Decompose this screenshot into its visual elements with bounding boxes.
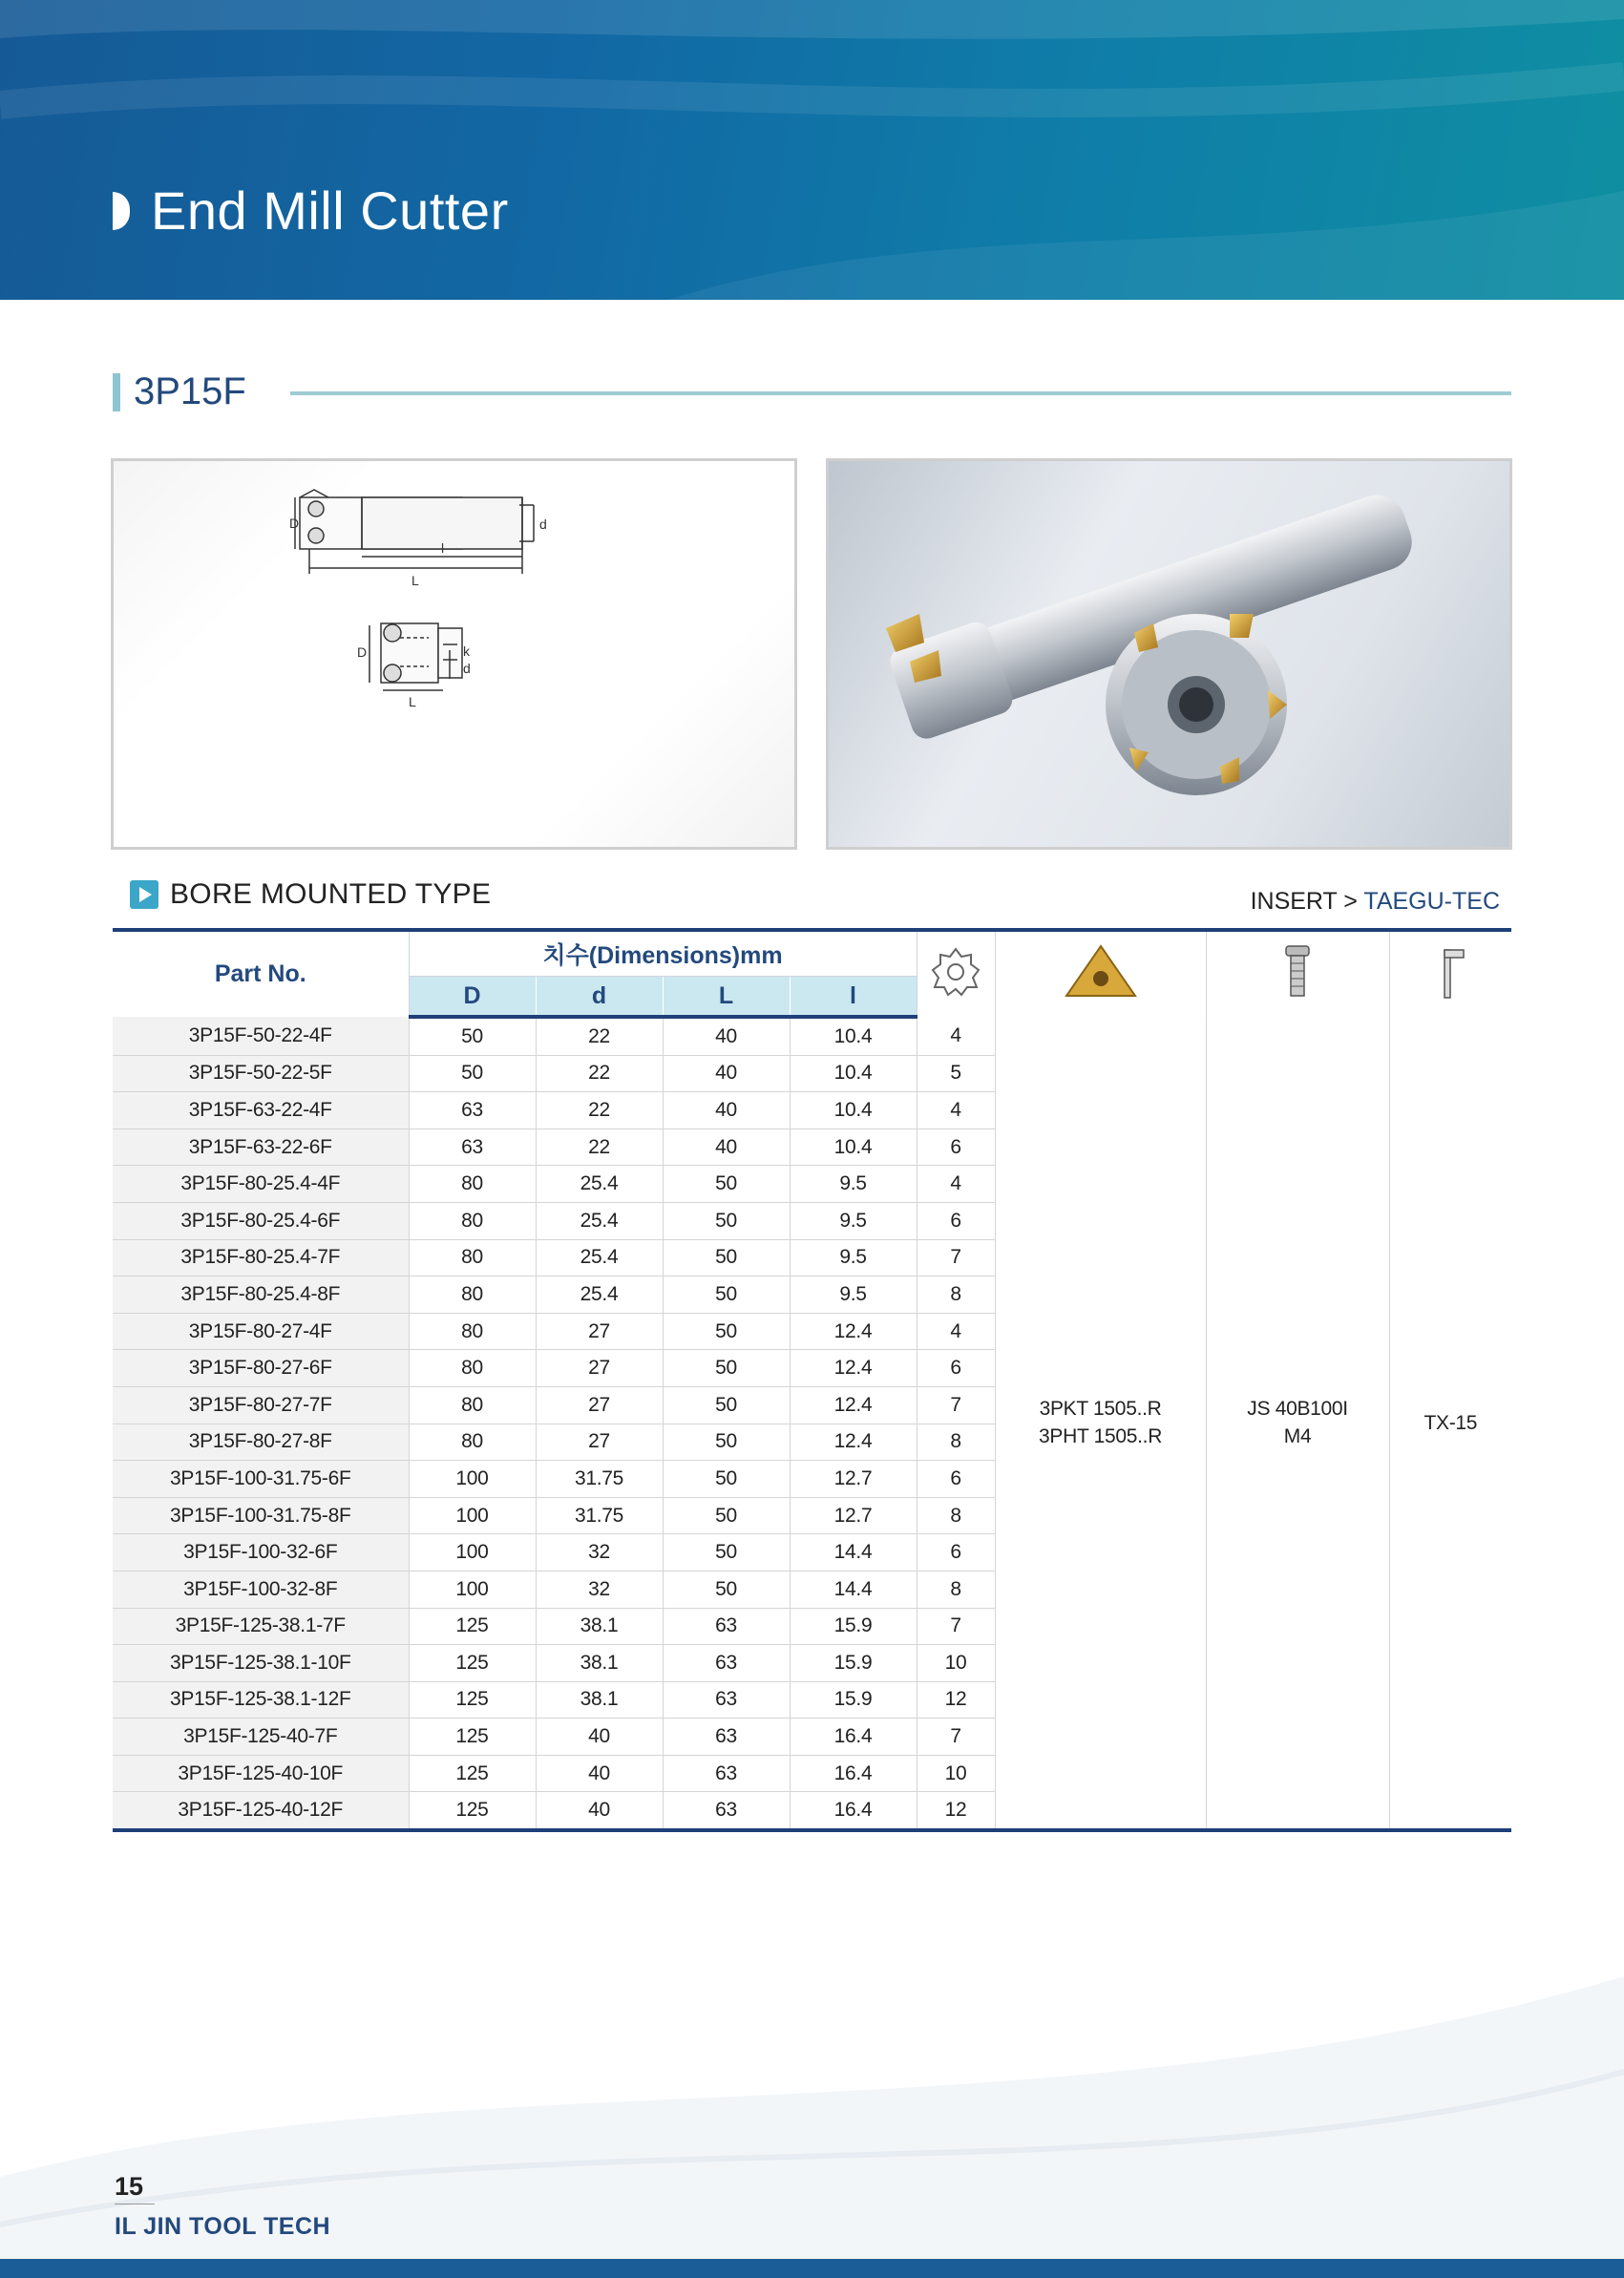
header-banner bbox=[0, 0, 1624, 300]
teeth-cell: 10 bbox=[917, 1755, 995, 1792]
dim-label-D: D bbox=[289, 516, 300, 531]
teeth-cell: 8 bbox=[917, 1571, 995, 1608]
part-number-cell: 3P15F-80-27-7F bbox=[113, 1386, 409, 1424]
header-dimensions: 치수(Dimensions)mm bbox=[409, 930, 917, 977]
L-cell: 50 bbox=[663, 1239, 790, 1276]
L-cell: 63 bbox=[663, 1608, 790, 1645]
part-number-cell: 3P15F-80-27-6F bbox=[113, 1350, 409, 1387]
D-cell: 125 bbox=[409, 1608, 536, 1645]
part-number-cell: 3P15F-100-31.75-6F bbox=[113, 1461, 409, 1498]
technical-drawing-panel bbox=[111, 458, 797, 850]
l-cell: 16.4 bbox=[790, 1755, 917, 1792]
type-row bbox=[113, 876, 1511, 920]
D-cell: 125 bbox=[409, 1792, 536, 1830]
part-number-cell: 3P15F-50-22-4F bbox=[113, 1017, 409, 1055]
page-number: 15 bbox=[115, 2172, 144, 2201]
teeth-cell: 5 bbox=[917, 1055, 995, 1092]
teeth-cell: 6 bbox=[917, 1350, 995, 1387]
d-cell: 40 bbox=[536, 1755, 663, 1792]
screw-cell bbox=[1206, 1017, 1389, 1830]
D-cell: 100 bbox=[409, 1497, 536, 1534]
screw-icon bbox=[1278, 942, 1317, 1002]
L-cell: 63 bbox=[663, 1681, 790, 1719]
l-cell: 9.5 bbox=[790, 1202, 917, 1239]
dim-label-k: k bbox=[463, 643, 470, 659]
part-number-cell: 3P15F-125-40-7F bbox=[113, 1719, 409, 1756]
d-cell: 38.1 bbox=[536, 1645, 663, 1682]
teeth-cell: 4 bbox=[917, 1313, 995, 1350]
d-cell: 22 bbox=[536, 1092, 663, 1129]
insert-brand-label bbox=[1251, 888, 1500, 916]
part-number-cell: 3P15F-125-38.1-12F bbox=[113, 1681, 409, 1719]
header-teeth bbox=[917, 930, 995, 1017]
l-cell: 12.4 bbox=[790, 1386, 917, 1424]
d-cell: 31.75 bbox=[536, 1461, 663, 1498]
L-cell: 50 bbox=[663, 1350, 790, 1387]
half-circle-icon bbox=[113, 192, 130, 230]
insert-brand: TAEGU-TEC bbox=[1363, 888, 1500, 915]
insert-line-1: 3PKT 1505..R bbox=[1039, 1398, 1162, 1421]
d-cell: 27 bbox=[536, 1350, 663, 1387]
l-cell: 10.4 bbox=[790, 1128, 917, 1166]
cutter-dimension-drawing bbox=[114, 461, 794, 847]
teeth-cell: 7 bbox=[917, 1239, 995, 1276]
l-cell: 16.4 bbox=[790, 1792, 917, 1830]
l-cell: 12.7 bbox=[790, 1461, 917, 1498]
cutter-teeth-icon bbox=[929, 945, 982, 999]
part-number-cell: 3P15F-80-25.4-4F bbox=[113, 1166, 409, 1203]
banner-wave-decoration bbox=[0, 0, 1624, 300]
section-heading bbox=[113, 370, 1511, 416]
L-cell: 50 bbox=[663, 1571, 790, 1608]
part-number-cell: 3P15F-80-27-4F bbox=[113, 1313, 409, 1350]
part-number-cell: 3P15F-100-32-6F bbox=[113, 1534, 409, 1571]
l-cell: 12.7 bbox=[790, 1497, 917, 1534]
dim-label-d: d bbox=[539, 517, 547, 532]
teeth-cell: 4 bbox=[917, 1017, 995, 1055]
insert-line-2: 3PHT 1505..R bbox=[1039, 1425, 1163, 1448]
l-cell: 9.5 bbox=[790, 1239, 917, 1276]
L-cell: 63 bbox=[663, 1719, 790, 1756]
L-cell: 50 bbox=[663, 1534, 790, 1571]
insert-cell bbox=[995, 1017, 1206, 1830]
l-cell: 9.5 bbox=[790, 1276, 917, 1314]
teeth-cell: 6 bbox=[917, 1128, 995, 1166]
part-number-cell: 3P15F-80-25.4-7F bbox=[113, 1239, 409, 1276]
part-number-cell: 3P15F-80-25.4-6F bbox=[113, 1202, 409, 1239]
l-cell: 10.4 bbox=[790, 1055, 917, 1092]
d-cell: 27 bbox=[536, 1313, 663, 1350]
D-cell: 80 bbox=[409, 1276, 536, 1314]
part-number-cell: 3P15F-80-25.4-8F bbox=[113, 1276, 409, 1314]
L-cell: 40 bbox=[663, 1017, 790, 1055]
d-cell: 25.4 bbox=[536, 1239, 663, 1276]
D-cell: 50 bbox=[409, 1017, 536, 1055]
teeth-cell: 7 bbox=[917, 1719, 995, 1756]
teeth-cell: 6 bbox=[917, 1202, 995, 1239]
header-d: d bbox=[536, 977, 663, 1018]
header-wrench bbox=[1389, 930, 1511, 1017]
D-cell: 80 bbox=[409, 1350, 536, 1387]
play-arrow-icon bbox=[130, 880, 158, 909]
dim-label-d-bore: d bbox=[463, 661, 471, 676]
l-cell: 15.9 bbox=[790, 1608, 917, 1645]
header-D: D bbox=[409, 977, 536, 1018]
d-cell: 22 bbox=[536, 1017, 663, 1055]
teeth-cell: 7 bbox=[917, 1386, 995, 1424]
product-photo-panel bbox=[826, 458, 1512, 850]
specification-table bbox=[113, 928, 1511, 1832]
part-number-cell: 3P15F-125-40-12F bbox=[113, 1792, 409, 1830]
D-cell: 80 bbox=[409, 1239, 536, 1276]
l-cell: 14.4 bbox=[790, 1571, 917, 1608]
l-cell: 10.4 bbox=[790, 1017, 917, 1055]
L-cell: 63 bbox=[663, 1755, 790, 1792]
D-cell: 80 bbox=[409, 1313, 536, 1350]
dim-label-L-bore: L bbox=[409, 694, 416, 709]
d-cell: 40 bbox=[536, 1719, 663, 1756]
teeth-cell: 8 bbox=[917, 1276, 995, 1314]
part-number-cell: 3P15F-80-27-8F bbox=[113, 1424, 409, 1461]
l-cell: 12.4 bbox=[790, 1350, 917, 1387]
l-cell: 14.4 bbox=[790, 1534, 917, 1571]
section-divider bbox=[290, 391, 1511, 395]
L-cell: 50 bbox=[663, 1461, 790, 1498]
d-cell: 25.4 bbox=[536, 1276, 663, 1314]
L-cell: 63 bbox=[663, 1792, 790, 1830]
page-title bbox=[113, 179, 509, 242]
d-cell: 40 bbox=[536, 1792, 663, 1830]
wrench-cell: TX-15 bbox=[1389, 1017, 1511, 1830]
l-cell: 9.5 bbox=[790, 1166, 917, 1203]
wrench-icon bbox=[1431, 942, 1469, 1002]
part-number-cell: 3P15F-100-32-8F bbox=[113, 1571, 409, 1608]
l-cell: 12.4 bbox=[790, 1424, 917, 1461]
part-number-cell: 3P15F-63-22-4F bbox=[113, 1092, 409, 1129]
L-cell: 40 bbox=[663, 1128, 790, 1166]
part-number-cell: 3P15F-125-38.1-7F bbox=[113, 1608, 409, 1645]
header-l: l bbox=[790, 977, 917, 1018]
part-number-cell: 3P15F-125-38.1-10F bbox=[113, 1645, 409, 1682]
bottom-band bbox=[0, 2259, 1624, 2278]
teeth-cell: 8 bbox=[917, 1497, 995, 1534]
header-part-no: Part No. bbox=[113, 930, 409, 1017]
background-swoosh bbox=[0, 1862, 1624, 2263]
D-cell: 100 bbox=[409, 1571, 536, 1608]
L-cell: 50 bbox=[663, 1202, 790, 1239]
l-cell: 15.9 bbox=[790, 1645, 917, 1682]
D-cell: 80 bbox=[409, 1386, 536, 1424]
teeth-cell: 10 bbox=[917, 1645, 995, 1682]
D-cell: 125 bbox=[409, 1681, 536, 1719]
d-cell: 31.75 bbox=[536, 1497, 663, 1534]
teeth-cell: 8 bbox=[917, 1424, 995, 1461]
part-number-cell: 3P15F-50-22-5F bbox=[113, 1055, 409, 1092]
L-cell: 40 bbox=[663, 1092, 790, 1129]
table-row bbox=[113, 1017, 1511, 1055]
d-cell: 27 bbox=[536, 1386, 663, 1424]
d-cell: 38.1 bbox=[536, 1608, 663, 1645]
L-cell: 40 bbox=[663, 1055, 790, 1092]
L-cell: 63 bbox=[663, 1645, 790, 1682]
D-cell: 50 bbox=[409, 1055, 536, 1092]
d-cell: 25.4 bbox=[536, 1202, 663, 1239]
teeth-cell: 12 bbox=[917, 1792, 995, 1830]
part-number-cell: 3P15F-63-22-6F bbox=[113, 1128, 409, 1166]
table-body bbox=[113, 1017, 1511, 1830]
L-cell: 50 bbox=[663, 1497, 790, 1534]
teeth-cell: 4 bbox=[917, 1166, 995, 1203]
dim-label-L: L bbox=[411, 573, 419, 588]
teeth-cell: 6 bbox=[917, 1534, 995, 1571]
l-cell: 15.9 bbox=[790, 1681, 917, 1719]
dim-label-l: l bbox=[441, 540, 445, 556]
part-number-cell: 3P15F-100-31.75-8F bbox=[113, 1497, 409, 1534]
insert-prefix: INSERT > bbox=[1250, 888, 1358, 915]
cutter-product-illustration bbox=[829, 461, 1509, 847]
screw-line-1: JS 40B100I bbox=[1247, 1398, 1348, 1421]
d-cell: 32 bbox=[536, 1534, 663, 1571]
l-cell: 16.4 bbox=[790, 1719, 917, 1756]
D-cell: 125 bbox=[409, 1719, 536, 1756]
teeth-cell: 7 bbox=[917, 1608, 995, 1645]
l-cell: 12.4 bbox=[790, 1313, 917, 1350]
teeth-cell: 12 bbox=[917, 1681, 995, 1719]
section-marker bbox=[113, 373, 120, 411]
D-cell: 63 bbox=[409, 1128, 536, 1166]
dim-label-D-bore: D bbox=[357, 644, 368, 660]
d-cell: 25.4 bbox=[536, 1166, 663, 1203]
screw-line-2: M4 bbox=[1283, 1425, 1312, 1448]
d-cell: 27 bbox=[536, 1424, 663, 1461]
L-cell: 50 bbox=[663, 1313, 790, 1350]
d-cell: 22 bbox=[536, 1055, 663, 1092]
part-number-cell: 3P15F-125-40-10F bbox=[113, 1755, 409, 1792]
D-cell: 125 bbox=[409, 1645, 536, 1682]
D-cell: 80 bbox=[409, 1424, 536, 1461]
insert-icon bbox=[1063, 942, 1139, 1002]
L-cell: 50 bbox=[663, 1424, 790, 1461]
section-title: 3P15F bbox=[134, 370, 246, 412]
l-cell: 10.4 bbox=[790, 1092, 917, 1129]
L-cell: 50 bbox=[663, 1166, 790, 1203]
bore-mounted-type-label: BORE MOUNTED TYPE bbox=[170, 878, 492, 910]
header-L: L bbox=[663, 977, 790, 1018]
header-screw bbox=[1206, 930, 1389, 1017]
D-cell: 100 bbox=[409, 1534, 536, 1571]
L-cell: 50 bbox=[663, 1386, 790, 1424]
D-cell: 63 bbox=[409, 1092, 536, 1129]
teeth-cell: 6 bbox=[917, 1461, 995, 1498]
L-cell: 50 bbox=[663, 1276, 790, 1314]
D-cell: 100 bbox=[409, 1461, 536, 1498]
D-cell: 80 bbox=[409, 1166, 536, 1203]
d-cell: 38.1 bbox=[536, 1681, 663, 1719]
header-insert bbox=[995, 930, 1206, 1017]
D-cell: 125 bbox=[409, 1755, 536, 1792]
teeth-cell: 4 bbox=[917, 1092, 995, 1129]
page-title-text: End Mill Cutter bbox=[151, 180, 509, 241]
d-cell: 32 bbox=[536, 1571, 663, 1608]
company-name: IL JIN TOOL TECH bbox=[115, 2213, 331, 2240]
d-cell: 22 bbox=[536, 1128, 663, 1166]
D-cell: 80 bbox=[409, 1202, 536, 1239]
